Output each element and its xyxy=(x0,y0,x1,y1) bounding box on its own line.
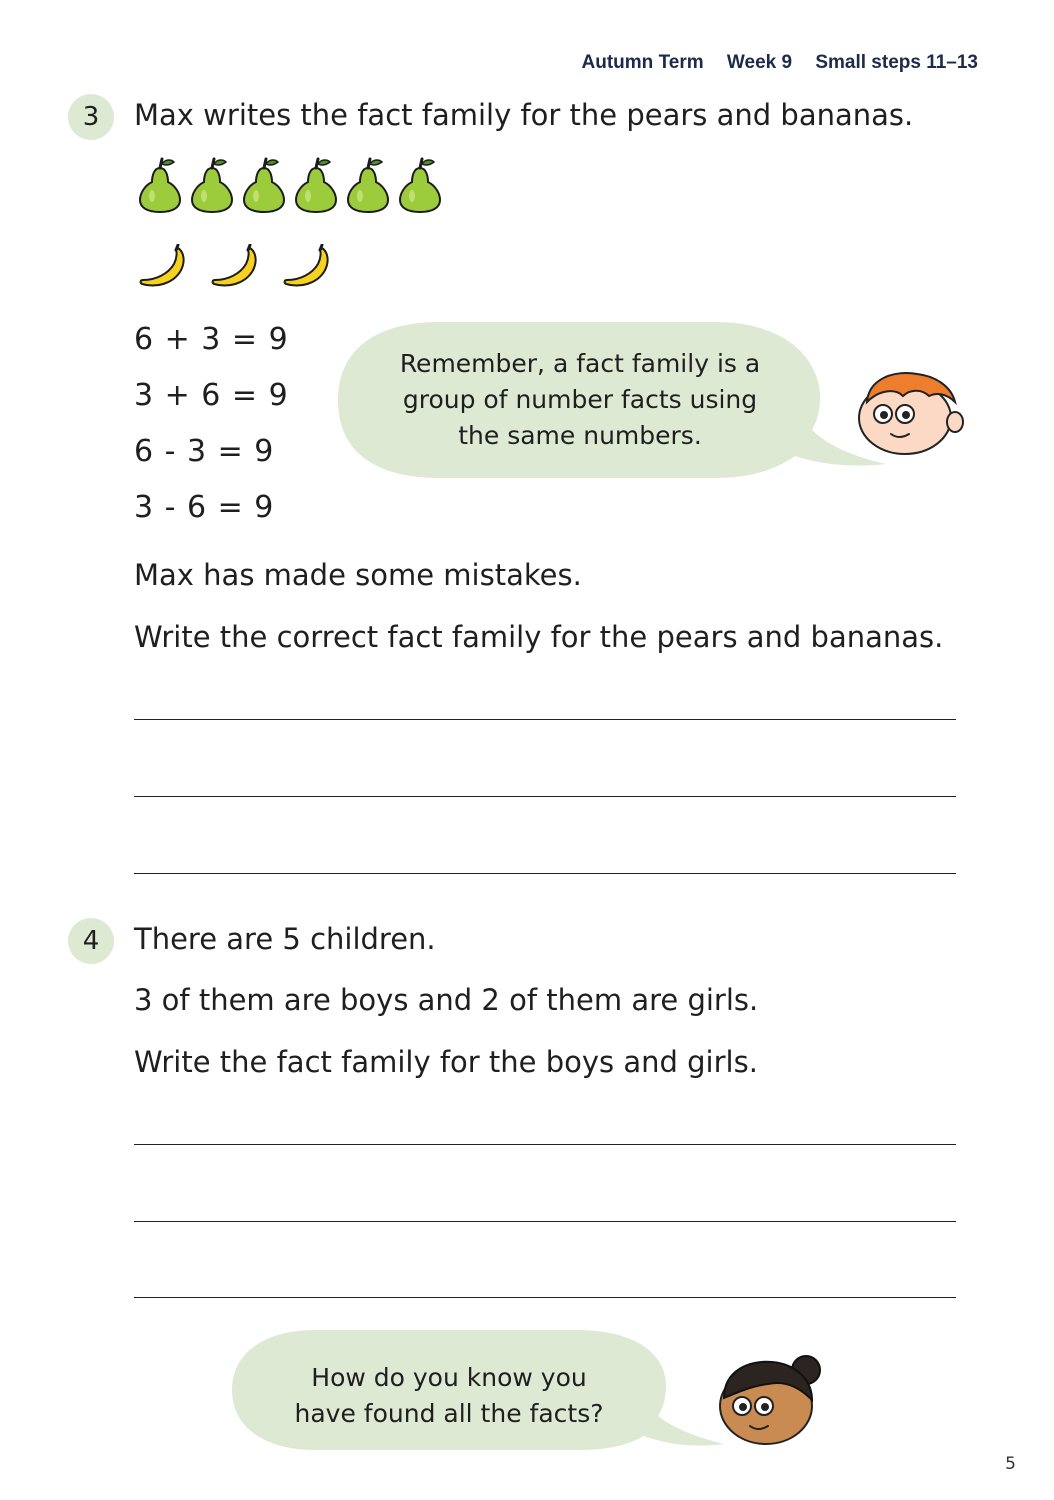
page-number: 5 xyxy=(1005,1454,1016,1474)
pear-icon xyxy=(342,156,394,214)
answer-line-q3-2[interactable] xyxy=(134,796,956,797)
header-steps: Small steps 11–13 xyxy=(815,52,978,73)
header-term: Autumn Term xyxy=(581,52,704,73)
page-header xyxy=(564,52,978,74)
question-3-prompt: Max writes the fact family for the pears and bananas. xyxy=(134,98,914,132)
answer-line-q4-1[interactable] xyxy=(134,1144,956,1145)
hint-1-line-1: Remember, a fact family is a xyxy=(399,349,761,378)
header-week: Week 9 xyxy=(726,52,793,73)
answer-line-q3-3[interactable] xyxy=(134,873,956,874)
answer-line-q4-2[interactable] xyxy=(134,1221,956,1222)
equation-1: 6 + 3 = 9 xyxy=(134,322,289,357)
pear-icon xyxy=(238,156,290,214)
pear-icon xyxy=(186,156,238,214)
boy-character-icon xyxy=(855,370,965,460)
hint-2-line-1: How do you know you xyxy=(311,1363,587,1392)
answer-line-q4-3[interactable] xyxy=(134,1297,956,1298)
girl-character-icon xyxy=(716,1352,828,1448)
banana-icon xyxy=(278,244,332,292)
question-4-line-1: There are 5 children. xyxy=(134,922,436,956)
hint-bubble-2-text xyxy=(234,1360,664,1432)
pear-icon xyxy=(290,156,342,214)
question-3-statement: Max has made some mistakes. xyxy=(134,558,582,592)
equation-2: 3 + 6 = 9 xyxy=(134,378,289,413)
equation-4: 3 - 6 = 9 xyxy=(134,490,275,525)
question-3-number: 3 xyxy=(68,94,114,140)
hint-bubble-1-text xyxy=(340,346,820,454)
question-4-number: 4 xyxy=(68,918,114,964)
equation-3: 6 - 3 = 9 xyxy=(134,434,275,469)
answer-line-q3-1[interactable] xyxy=(134,719,956,720)
pear-icon xyxy=(134,156,186,214)
question-4-line-2: 3 of them are boys and 2 of them are girls. xyxy=(134,983,759,1017)
banana-row xyxy=(134,244,350,292)
banana-icon xyxy=(206,244,260,292)
pear-icon xyxy=(394,156,446,214)
pear-row xyxy=(134,156,446,214)
banana-icon xyxy=(134,244,188,292)
question-3-instruction: Write the correct fact family for the pears and bananas. xyxy=(134,620,944,654)
hint-2-line-2: have found all the facts? xyxy=(294,1399,604,1428)
question-4-line-3: Write the fact family for the boys and girls. xyxy=(134,1045,758,1079)
hint-1-line-2: group of number facts using xyxy=(402,385,758,414)
hint-1-line-3: the same numbers. xyxy=(458,421,702,450)
